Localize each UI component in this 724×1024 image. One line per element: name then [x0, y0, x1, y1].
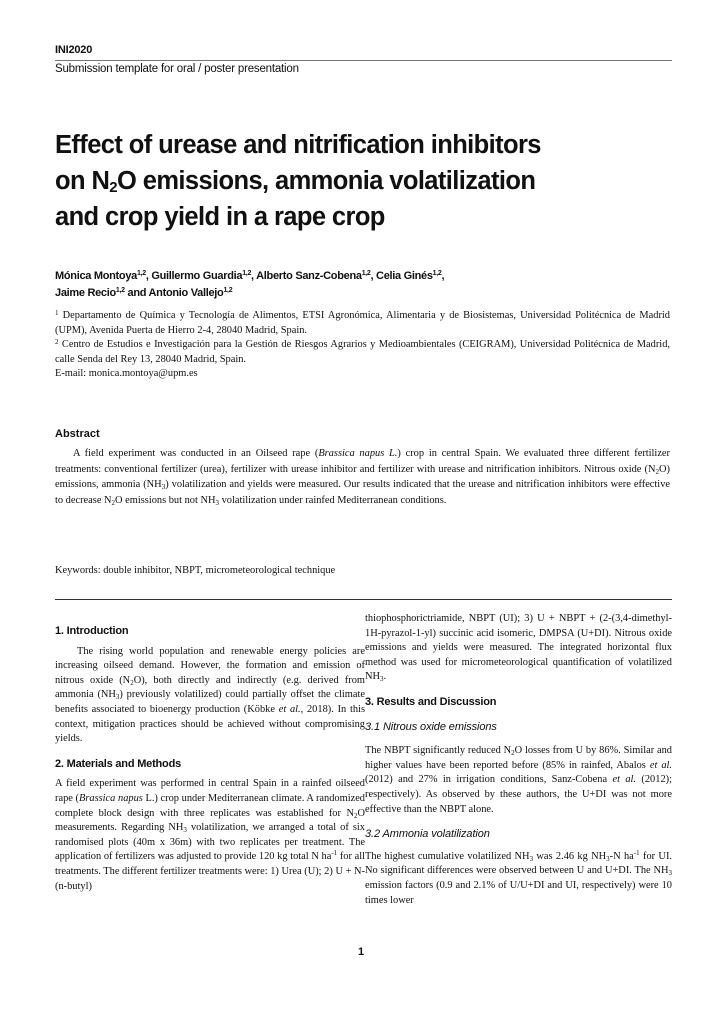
- text: ) crop in central Spain. We evaluated three different fertilizer treatments: conventional fertilizer (urea), fertilizer with urease inhibitor and fertilizer with urease and nitrification inhibitors. Nitrous oxide (N: [55, 448, 671, 475]
- text: thiophosphorictriamide, NBPT (UI); 3) U + NBPT + (2-(3,4-dimethyl-1H-pyrazol-1-yl) succinic acid isomeric, DMPSA (U+DI). Nitrous oxide emissions and yields were measured. The integrated horizontal flux method was used for micrometeorological quantification of volatilized NH: [365, 613, 672, 683]
- affiliation-mark: 1: [55, 309, 59, 317]
- text: was 2.46 kg NH: [533, 850, 607, 862]
- right-column: [365, 612, 672, 908]
- text: L.) crop under Mediterranean climate. A randomized complete block design with three replicates was established for N: [55, 792, 365, 819]
- author: [256, 270, 376, 282]
- text: volatilization under rainfed Mediterranean conditions.: [219, 494, 447, 506]
- author: [151, 270, 256, 282]
- text: , 2018). In this context, mitigation practices should be achieved without compromising yields.: [55, 703, 365, 745]
- author-name: Celia Ginés: [376, 270, 433, 282]
- author-separator: and: [124, 287, 149, 299]
- author-name: Jaime Recio: [55, 287, 116, 299]
- author-list: [55, 268, 675, 302]
- text: for UI. No significant differences were observed between U and U+DI. The NH: [365, 850, 672, 877]
- affiliation-text: Centro de Estudios e Investigación para la Gestión de Riesgos Agrarios y Medioambientales (CEIGRAM), Universidad Politécnica de Madrid, calle Senda del Rey 13, 28040 Madrid, Spain.: [55, 339, 670, 365]
- ammonia-paragraph: [365, 850, 672, 908]
- citation-etal: et al.: [649, 759, 672, 771]
- author-name: Mónica Montoya: [55, 270, 137, 282]
- methods-paragraph: [55, 777, 365, 894]
- subsection-heading-ammonia: 3.2 Ammonia volatilization: [365, 828, 490, 841]
- affiliation-1: [55, 309, 670, 338]
- subscript: 2: [655, 467, 660, 476]
- header-divider: [55, 60, 672, 61]
- page-number: 1: [358, 946, 365, 958]
- text: (2012) and 27% in irrigation conditions, Sanz-Cobena: [365, 774, 613, 786]
- author: [376, 270, 444, 282]
- citation-etal: et al.: [612, 774, 637, 786]
- author-affiliation-mark: 1,2: [432, 270, 442, 277]
- text: O measurements. Regarding NH: [55, 807, 365, 834]
- affiliation-text: Departamento de Química y Tecnología de Alimentos, ETSI Agronómica, Alimentaria y de Biosistemas, Universidad Politécnica de Madrid (UPM), Avenida Puerta de Hierro 2-4, 28040 Madrid, Spain.: [55, 310, 670, 336]
- species-name: Brassica napus: [78, 792, 143, 804]
- author-separator: ,: [251, 270, 257, 282]
- citation-etal: et al.: [278, 703, 301, 715]
- affiliations: [55, 309, 670, 382]
- section-heading-methods: 2. Materials and Methods: [55, 757, 182, 770]
- text: (2012); respectively). As observed by these authors, the U+DI was not more effective than the NBPT alone.: [365, 774, 672, 815]
- author: [55, 287, 149, 299]
- author-affiliation-mark: 1,2: [361, 270, 371, 277]
- subscript: 3: [380, 675, 384, 684]
- abstract-heading: Abstract: [55, 428, 100, 440]
- section-heading-results: 3. Results and Discussion: [365, 695, 497, 708]
- text: O losses from U by 86%. Similar and higher values have been reported before (85% in rainfed, Abalos: [365, 745, 672, 771]
- affiliation-mark: 2: [55, 338, 59, 346]
- subscript: 3: [215, 498, 219, 507]
- superscript: -1: [633, 848, 640, 857]
- author-affiliation-mark: 1,2: [223, 287, 233, 294]
- subscript: 3: [183, 826, 187, 835]
- title-text: O emissions, ammonia volatilization: [117, 167, 536, 195]
- subscript: 2: [353, 811, 358, 820]
- section-divider: [55, 599, 672, 600]
- subscript: 3: [529, 854, 534, 863]
- affiliation-2: [55, 338, 670, 367]
- section-heading-introduction: 1. Introduction: [55, 625, 129, 637]
- template-subtitle: Submission template for oral / poster presentation: [55, 63, 299, 75]
- subscript: 2: [130, 678, 134, 687]
- text: -N ha: [609, 850, 634, 862]
- left-column: [55, 610, 365, 894]
- text: A field experiment was performed in central Spain in a rainfed oilseed rape (: [55, 778, 365, 804]
- author-separator: ,: [370, 270, 377, 282]
- text: The rising world population and renewable energy policies are increasing oilseed demand. However, the formation and emission of nitrous oxide (N: [55, 645, 365, 686]
- paper-title: [55, 127, 675, 235]
- text: The NBPT significantly reduced N: [365, 745, 512, 757]
- text: O), both directly and indirectly (e.g. derived from ammonia (NH: [55, 674, 366, 701]
- subscript: 3: [668, 869, 672, 878]
- title-line-2: [55, 163, 675, 199]
- author-name: Antonio Vallejo: [148, 287, 224, 299]
- text: for all treatments. The different fertilizer treatments were: 1) Urea (U); 2) U + N-(n-butyl): [55, 851, 365, 892]
- conference-header: INI2020: [55, 44, 93, 56]
- text: O emissions but not NH: [115, 494, 216, 506]
- text: The highest cumulative volatilized NH: [365, 850, 530, 862]
- text: .: [383, 671, 387, 683]
- introduction-paragraph: [55, 645, 365, 747]
- author: [55, 270, 151, 282]
- superscript: -1: [331, 849, 338, 858]
- subscript: 3: [606, 854, 610, 863]
- text: O) emissions, ammonia (NH: [55, 463, 670, 490]
- subscript: 3: [161, 483, 166, 491]
- abstract-body: [55, 446, 670, 508]
- subscript: 2: [511, 749, 515, 758]
- title-line-1: Effect of urease and nitrification inhibitors: [55, 131, 541, 159]
- species-name: Brassica napus L.: [318, 448, 398, 459]
- author-affiliation-mark: 1,2: [115, 287, 125, 294]
- text: ) previously volatilized) could partially offset the climate benefits associated to bioenergy production (Köbke: [55, 689, 365, 715]
- subscript: 3: [115, 693, 120, 702]
- text: A field experiment was conducted in an Oilseed rape (: [73, 448, 319, 459]
- subscript: 2: [111, 498, 116, 507]
- author-separator: ,: [145, 270, 152, 282]
- methods-paragraph-continued: [365, 612, 672, 685]
- subscript: 2: [109, 179, 118, 196]
- contact-email[interactable]: E-mail: monica.montoya@upm.es: [55, 368, 198, 379]
- subsection-heading-nitrous-oxide: 3.1 Nitrous oxide emissions: [365, 720, 497, 733]
- keywords: Keywords: double inhibitor, NBPT, micrometeorological technique: [55, 565, 336, 576]
- text: ) volatilization and yields were measured. Our results indicated that the urease and nitrification inhibitors were effective to decrease N: [55, 479, 670, 506]
- nitrous-oxide-paragraph: [365, 744, 672, 817]
- author: [149, 287, 233, 299]
- text: emission factors (0.9 and 2.1% of U/U+DI and UI, respectively) were 10 times lower: [365, 879, 672, 906]
- title-text: on N: [55, 167, 110, 195]
- author-separator: ,: [441, 270, 445, 282]
- author-affiliation-mark: 1,2: [242, 270, 252, 277]
- author-name: Alberto Sanz-Cobena: [256, 270, 362, 282]
- title-line-3: and crop yield in a rape crop: [55, 203, 385, 231]
- author-affiliation-mark: 1,2: [136, 270, 146, 277]
- text: volatilization, we arranged a total of six randomised plots (40m x 36m) with two replicates per treatment. The application of fertilizers was adjusted to provide 120 kg total N ha: [55, 822, 365, 863]
- author-name: Guillermo Guardia: [151, 270, 243, 282]
